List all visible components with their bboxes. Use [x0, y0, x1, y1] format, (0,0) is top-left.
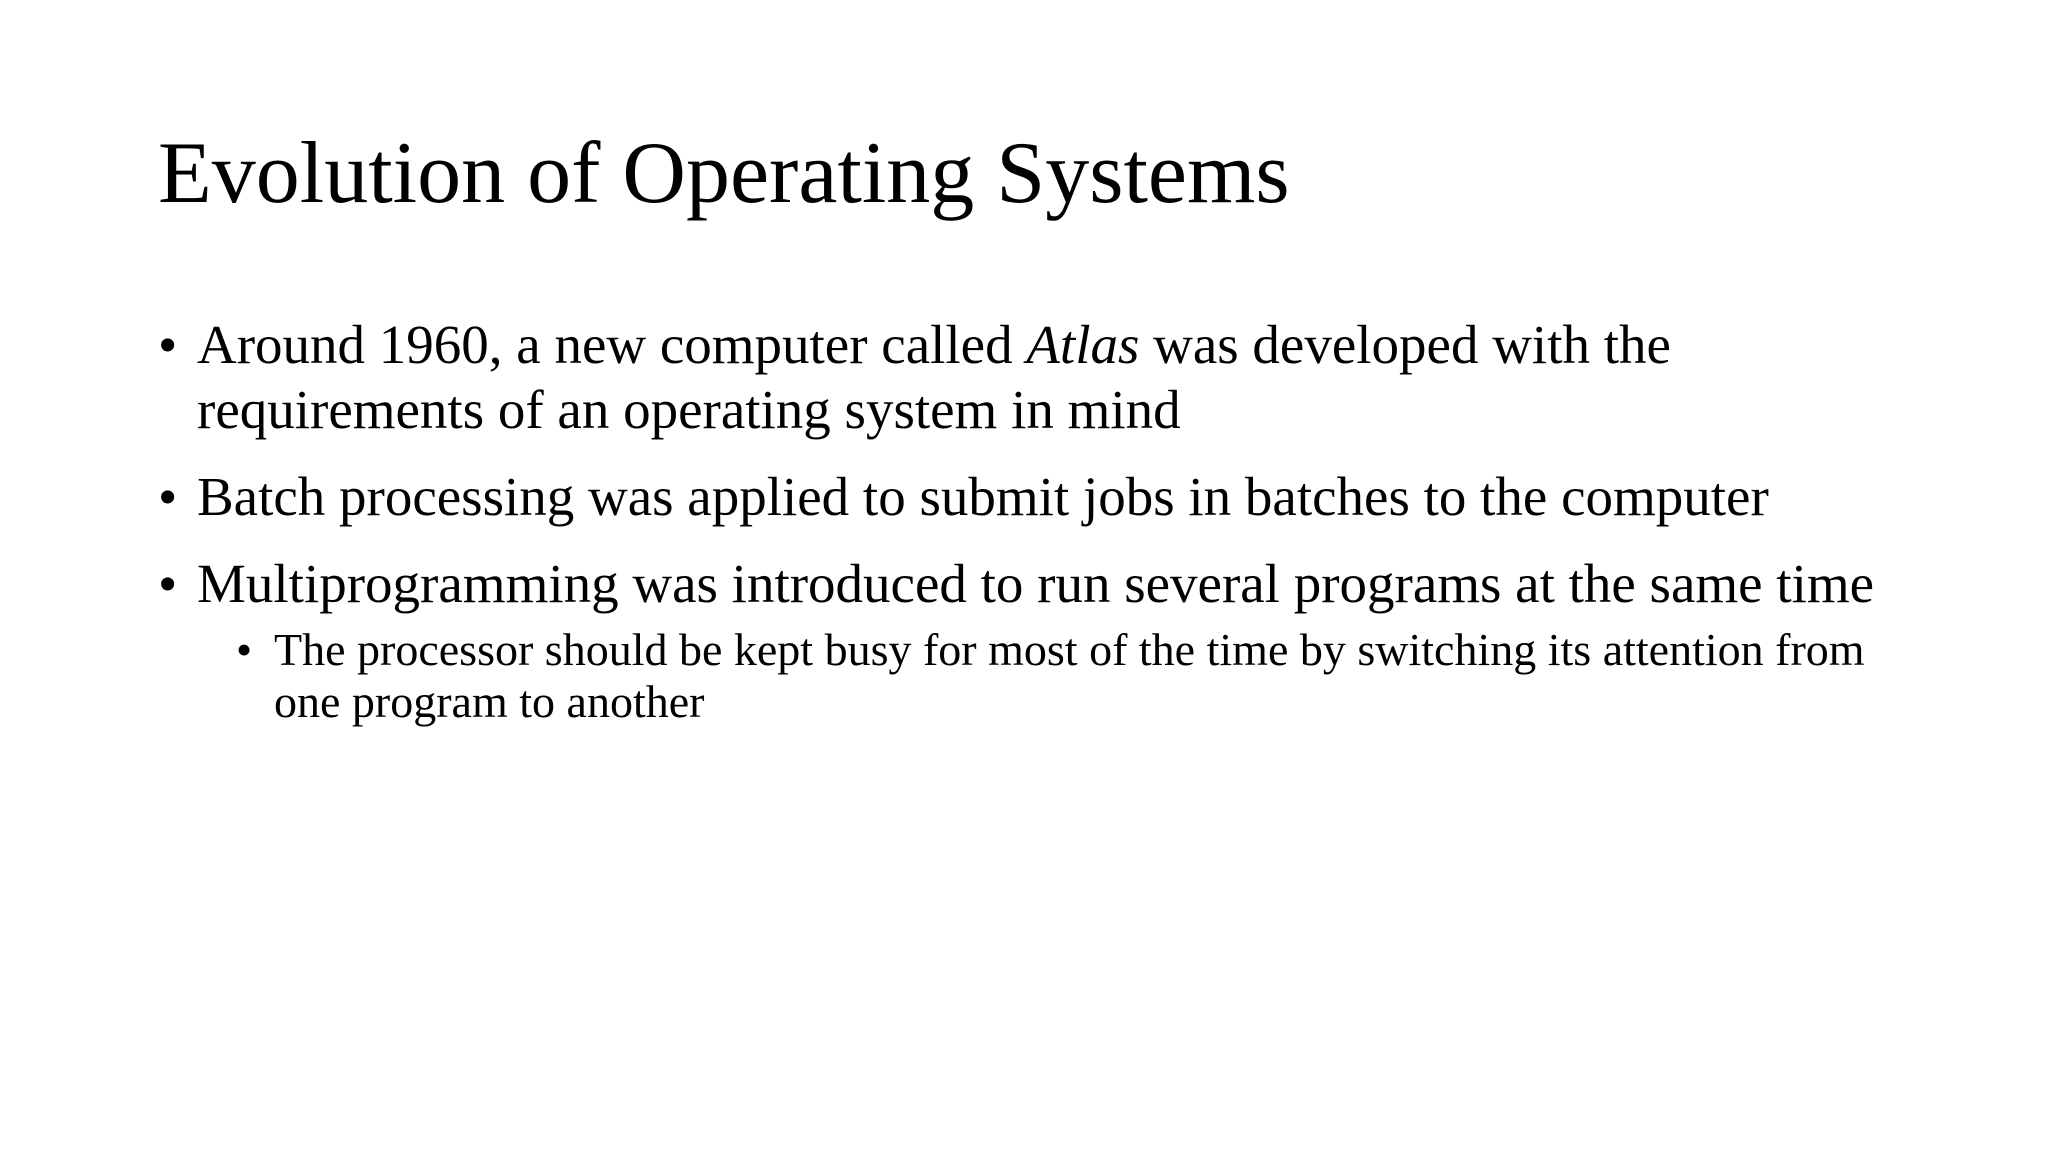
bullet-text-after: was developed with the requirements of an operating system in mind [197, 314, 1671, 440]
bullet-text: Batch processing was applied to submit jobs in batches to the computer [197, 466, 1769, 527]
sub-bullet-item [236, 624, 1898, 728]
bullet-icon: • [158, 553, 178, 614]
bullet-text-emphasis: Atlas [1026, 314, 1140, 375]
bullet-text [197, 314, 1671, 440]
bullet-icon: • [158, 314, 178, 375]
slide-title: Evolution of Operating Systems [158, 125, 1290, 222]
bullet-list [158, 312, 1898, 728]
bullet-text: Multiprogramming was introduced to run several programs at the same time [197, 553, 1875, 614]
bullet-item [158, 464, 1898, 529]
bullet-icon: • [158, 466, 178, 527]
sub-bullet-icon: • [236, 624, 253, 675]
bullet-item [158, 551, 1898, 616]
bullet-text-before: Around 1960, a new computer called [197, 314, 1027, 375]
sub-bullet-text: The processor should be kept busy for most of the time by switching its attention from one program to another [274, 624, 1865, 727]
bullet-item [158, 312, 1898, 442]
